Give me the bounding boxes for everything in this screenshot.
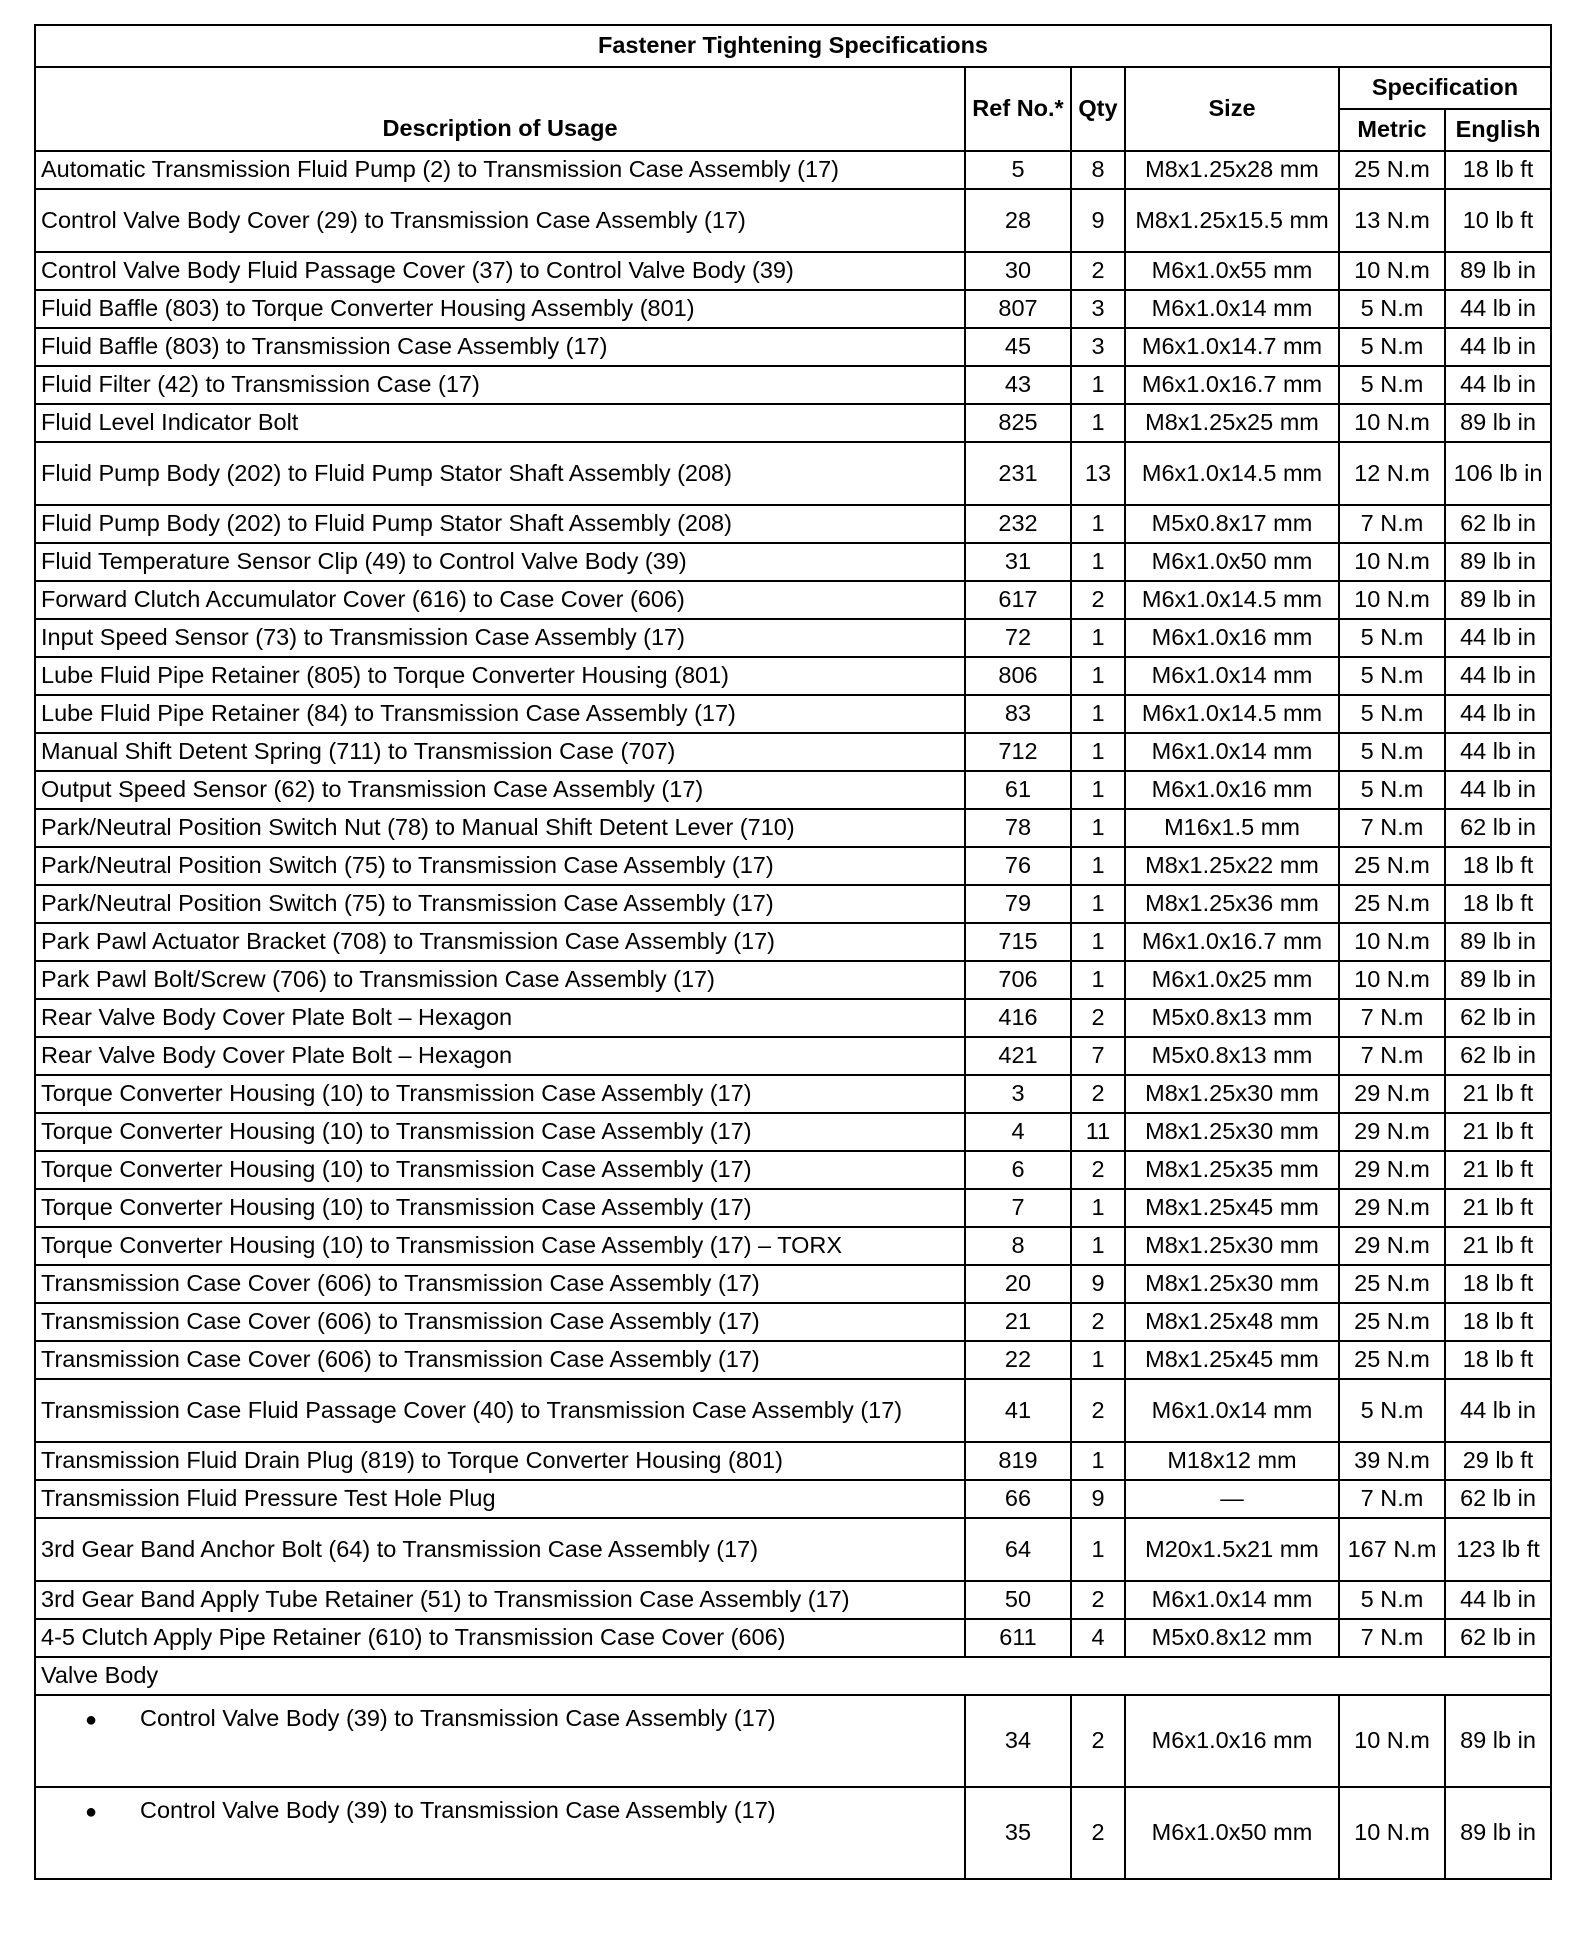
cell-qty: 2 [1071,252,1125,290]
cell-qty: 1 [1071,771,1125,809]
cell-english: 62 lb in [1445,1480,1551,1518]
cell-ref-no: 232 [965,505,1071,543]
table-row-bulleted [35,1695,1551,1787]
cell-ref-no: 83 [965,695,1071,733]
cell-description: Transmission Case Fluid Passage Cover (40) to Transmission Case Assembly (17) [35,1379,965,1442]
cell-size: M6x1.0x14 mm [1125,657,1339,695]
cell-english: 44 lb in [1445,619,1551,657]
cell-english: 89 lb in [1445,1695,1551,1787]
cell-description: Rear Valve Body Cover Plate Bolt – Hexagon [35,999,965,1037]
cell-qty: 2 [1071,1695,1125,1787]
cell-metric: 7 N.m [1339,505,1445,543]
cell-description: Control Valve Body Fluid Passage Cover (37) to Control Valve Body (39) [35,252,965,290]
cell-ref-no: 20 [965,1265,1071,1303]
cell-english: 62 lb in [1445,505,1551,543]
cell-size: M8x1.25x36 mm [1125,885,1339,923]
table-row [35,1619,1551,1657]
cell-english: 62 lb in [1445,1037,1551,1075]
bullet-description: Control Valve Body (39) to Transmission Case Assembly (17) [140,1797,776,1823]
cell-description: 3rd Gear Band Apply Tube Retainer (51) to Transmission Case Assembly (17) [35,1581,965,1619]
cell-ref-no: 715 [965,923,1071,961]
cell-description: Torque Converter Housing (10) to Transmission Case Assembly (17) [35,1075,965,1113]
cell-english: 44 lb in [1445,695,1551,733]
table-row [35,1151,1551,1189]
cell-size: M8x1.25x15.5 mm [1125,189,1339,252]
cell-size: M5x0.8x13 mm [1125,999,1339,1037]
table-row [35,189,1551,252]
cell-english: 44 lb in [1445,1581,1551,1619]
table-row [35,733,1551,771]
cell-ref-no: 421 [965,1037,1071,1075]
cell-ref-no: 41 [965,1379,1071,1442]
cell-size: M6x1.0x16 mm [1125,1695,1339,1787]
cell-metric: 5 N.m [1339,328,1445,366]
cell-ref-no: 806 [965,657,1071,695]
cell-description: Rear Valve Body Cover Plate Bolt – Hexagon [35,1037,965,1075]
cell-size: M6x1.0x16.7 mm [1125,923,1339,961]
cell-qty: 2 [1071,1151,1125,1189]
cell-english: 89 lb in [1445,252,1551,290]
cell-description: Fluid Level Indicator Bolt [35,404,965,442]
cell-metric: 5 N.m [1339,1379,1445,1442]
cell-size: M6x1.0x55 mm [1125,252,1339,290]
cell-english: 18 lb ft [1445,151,1551,189]
cell-english: 18 lb ft [1445,885,1551,923]
cell-description: Park/Neutral Position Switch (75) to Transmission Case Assembly (17) [35,885,965,923]
cell-metric: 39 N.m [1339,1442,1445,1480]
cell-english: 44 lb in [1445,1379,1551,1442]
cell-english: 44 lb in [1445,657,1551,695]
cell-english: 21 lb ft [1445,1189,1551,1227]
cell-metric: 29 N.m [1339,1075,1445,1113]
cell-description: Park Pawl Actuator Bracket (708) to Transmission Case Assembly (17) [35,923,965,961]
bullet-icon: ● [85,1801,98,1823]
cell-english: 62 lb in [1445,809,1551,847]
cell-english: 106 lb in [1445,442,1551,505]
cell-qty: 4 [1071,1619,1125,1657]
cell-qty: 1 [1071,543,1125,581]
cell-metric: 7 N.m [1339,1480,1445,1518]
cell-size: M8x1.25x28 mm [1125,151,1339,189]
cell-description: Transmission Fluid Drain Plug (819) to Torque Converter Housing (801) [35,1442,965,1480]
cell-metric: 5 N.m [1339,733,1445,771]
table-row [35,1303,1551,1341]
table-row [35,885,1551,923]
cell-qty: 1 [1071,923,1125,961]
cell-ref-no: 4 [965,1113,1071,1151]
cell-ref-no: 78 [965,809,1071,847]
cell-ref-no: 819 [965,1442,1071,1480]
table-row [35,366,1551,404]
cell-qty: 1 [1071,1341,1125,1379]
cell-metric: 5 N.m [1339,1581,1445,1619]
cell-size: M8x1.25x30 mm [1125,1265,1339,1303]
cell-metric: 29 N.m [1339,1227,1445,1265]
cell-size: M6x1.0x14.7 mm [1125,328,1339,366]
cell-ref-no: 50 [965,1581,1071,1619]
cell-size: M6x1.0x50 mm [1125,543,1339,581]
cell-size: M8x1.25x30 mm [1125,1113,1339,1151]
table-row [35,442,1551,505]
table-row [35,1518,1551,1581]
cell-description: Transmission Case Cover (606) to Transmission Case Assembly (17) [35,1303,965,1341]
cell-ref-no: 5 [965,151,1071,189]
cell-metric: 10 N.m [1339,543,1445,581]
cell-size: M5x0.8x17 mm [1125,505,1339,543]
cell-description: 4-5 Clutch Apply Pipe Retainer (610) to Transmission Case Cover (606) [35,1619,965,1657]
cell-size: M6x1.0x50 mm [1125,1787,1339,1879]
table-row [35,404,1551,442]
cell-ref-no: 45 [965,328,1071,366]
cell-metric: 5 N.m [1339,366,1445,404]
cell-qty: 2 [1071,999,1125,1037]
cell-description: Torque Converter Housing (10) to Transmission Case Assembly (17) [35,1113,965,1151]
table-title: Fastener Tightening Specifications [35,25,1551,67]
bullet-icon: ● [85,1709,98,1731]
cell-ref-no: 79 [965,885,1071,923]
table-row [35,1113,1551,1151]
cell-size: M6x1.0x16 mm [1125,771,1339,809]
table-row [35,1442,1551,1480]
fastener-spec-table [34,24,1552,1880]
cell-qty: 2 [1071,1581,1125,1619]
cell-ref-no: 6 [965,1151,1071,1189]
cell-english: 21 lb ft [1445,1151,1551,1189]
cell-qty: 1 [1071,1227,1125,1265]
cell-ref-no: 22 [965,1341,1071,1379]
cell-english: 89 lb in [1445,581,1551,619]
cell-size: M6x1.0x14.5 mm [1125,442,1339,505]
cell-size: M6x1.0x14.5 mm [1125,695,1339,733]
cell-qty: 2 [1071,1787,1125,1879]
cell-ref-no: 611 [965,1619,1071,1657]
cell-description: Transmission Fluid Pressure Test Hole Plug [35,1480,965,1518]
cell-qty: 9 [1071,1265,1125,1303]
cell-size: M6x1.0x14 mm [1125,733,1339,771]
cell-description: Park Pawl Bolt/Screw (706) to Transmission Case Assembly (17) [35,961,965,999]
cell-size: — [1125,1480,1339,1518]
cell-ref-no: 7 [965,1189,1071,1227]
table-row [35,961,1551,999]
cell-qty: 3 [1071,328,1125,366]
cell-ref-no: 61 [965,771,1071,809]
cell-description: Transmission Case Cover (606) to Transmission Case Assembly (17) [35,1265,965,1303]
cell-english: 89 lb in [1445,1787,1551,1879]
cell-english: 44 lb in [1445,366,1551,404]
cell-english: 62 lb in [1445,999,1551,1037]
cell-size: M8x1.25x25 mm [1125,404,1339,442]
cell-english: 18 lb ft [1445,1341,1551,1379]
cell-qty: 7 [1071,1037,1125,1075]
table-row [35,923,1551,961]
cell-qty: 1 [1071,1189,1125,1227]
cell-metric: 5 N.m [1339,290,1445,328]
cell-ref-no: 34 [965,1695,1071,1787]
cell-metric: 7 N.m [1339,809,1445,847]
section-title: Valve Body [35,1657,1551,1695]
header-description: Description of Usage [35,67,965,151]
cell-ref-no: 31 [965,543,1071,581]
cell-ref-no: 66 [965,1480,1071,1518]
cell-description: 3rd Gear Band Anchor Bolt (64) to Transmission Case Assembly (17) [35,1518,965,1581]
header-ref-no: Ref No.* [965,67,1071,151]
table-row [35,328,1551,366]
cell-metric: 29 N.m [1339,1113,1445,1151]
cell-size: M6x1.0x25 mm [1125,961,1339,999]
cell-description: Fluid Pump Body (202) to Fluid Pump Stator Shaft Assembly (208) [35,442,965,505]
cell-metric: 25 N.m [1339,151,1445,189]
cell-metric: 25 N.m [1339,1341,1445,1379]
cell-size: M16x1.5 mm [1125,809,1339,847]
cell-metric: 10 N.m [1339,252,1445,290]
cell-metric: 25 N.m [1339,1303,1445,1341]
cell-metric: 10 N.m [1339,581,1445,619]
table-row [35,1379,1551,1442]
table-row [35,1189,1551,1227]
cell-ref-no: 76 [965,847,1071,885]
cell-english: 21 lb ft [1445,1227,1551,1265]
table-row [35,1581,1551,1619]
cell-english: 21 lb ft [1445,1075,1551,1113]
cell-metric: 29 N.m [1339,1189,1445,1227]
cell-ref-no: 3 [965,1075,1071,1113]
cell-english: 10 lb ft [1445,189,1551,252]
cell-english: 62 lb in [1445,1619,1551,1657]
cell-english: 89 lb in [1445,961,1551,999]
cell-metric: 7 N.m [1339,1619,1445,1657]
cell-metric: 7 N.m [1339,999,1445,1037]
table-row [35,1075,1551,1113]
cell-qty: 1 [1071,809,1125,847]
table-row [35,1037,1551,1075]
cell-metric: 10 N.m [1339,923,1445,961]
header-specification: Specification [1339,67,1551,109]
cell-ref-no: 35 [965,1787,1071,1879]
spec-table-body [35,151,1551,1879]
cell-english: 18 lb ft [1445,1303,1551,1341]
cell-metric: 10 N.m [1339,1695,1445,1787]
cell-metric: 5 N.m [1339,619,1445,657]
cell-description: Transmission Case Cover (606) to Transmission Case Assembly (17) [35,1341,965,1379]
spec-table-container [34,24,1550,1880]
cell-size: M6x1.0x14 mm [1125,1379,1339,1442]
cell-qty: 2 [1071,1379,1125,1442]
cell-ref-no: 8 [965,1227,1071,1265]
cell-size: M8x1.25x30 mm [1125,1227,1339,1265]
cell-qty: 1 [1071,505,1125,543]
cell-ref-no: 30 [965,252,1071,290]
cell-metric: 25 N.m [1339,1265,1445,1303]
cell-metric: 167 N.m [1339,1518,1445,1581]
cell-description: Fluid Temperature Sensor Clip (49) to Control Valve Body (39) [35,543,965,581]
cell-size: M5x0.8x12 mm [1125,1619,1339,1657]
cell-english: 89 lb in [1445,923,1551,961]
cell-ref-no: 825 [965,404,1071,442]
cell-qty: 3 [1071,290,1125,328]
cell-description: Fluid Filter (42) to Transmission Case (17) [35,366,965,404]
header-metric: Metric [1339,109,1445,151]
cell-size: M18x12 mm [1125,1442,1339,1480]
table-row [35,657,1551,695]
cell-description: Fluid Baffle (803) to Torque Converter Housing Assembly (801) [35,290,965,328]
table-row [35,1227,1551,1265]
cell-metric: 7 N.m [1339,1037,1445,1075]
cell-metric: 10 N.m [1339,404,1445,442]
cell-english: 44 lb in [1445,290,1551,328]
cell-metric: 5 N.m [1339,771,1445,809]
table-row-bulleted [35,1787,1551,1879]
cell-size: M8x1.25x35 mm [1125,1151,1339,1189]
header-english: English [1445,109,1551,151]
bullet-description: Control Valve Body (39) to Transmission Case Assembly (17) [140,1705,776,1731]
cell-qty: 2 [1071,1303,1125,1341]
cell-qty: 1 [1071,695,1125,733]
cell-qty: 1 [1071,1518,1125,1581]
cell-qty: 1 [1071,961,1125,999]
table-row [35,1341,1551,1379]
cell-description: Lube Fluid Pipe Retainer (84) to Transmission Case Assembly (17) [35,695,965,733]
cell-qty: 1 [1071,1442,1125,1480]
cell-description: Control Valve Body Cover (29) to Transmission Case Assembly (17) [35,189,965,252]
cell-description [35,1787,965,1879]
cell-size: M8x1.25x45 mm [1125,1341,1339,1379]
cell-ref-no: 617 [965,581,1071,619]
table-row [35,290,1551,328]
cell-qty: 11 [1071,1113,1125,1151]
cell-qty: 9 [1071,1480,1125,1518]
cell-description: Automatic Transmission Fluid Pump (2) to Transmission Case Assembly (17) [35,151,965,189]
cell-english: 21 lb ft [1445,1113,1551,1151]
table-row [35,543,1551,581]
cell-metric: 10 N.m [1339,1787,1445,1879]
cell-qty: 8 [1071,151,1125,189]
table-row [35,505,1551,543]
cell-metric: 13 N.m [1339,189,1445,252]
cell-qty: 1 [1071,404,1125,442]
cell-metric: 5 N.m [1339,695,1445,733]
cell-ref-no: 712 [965,733,1071,771]
cell-description: Torque Converter Housing (10) to Transmission Case Assembly (17) [35,1189,965,1227]
table-row [35,619,1551,657]
cell-description: Park/Neutral Position Switch (75) to Transmission Case Assembly (17) [35,847,965,885]
cell-english: 44 lb in [1445,733,1551,771]
cell-size: M8x1.25x22 mm [1125,847,1339,885]
cell-ref-no: 28 [965,189,1071,252]
cell-ref-no: 21 [965,1303,1071,1341]
table-row [35,771,1551,809]
cell-english: 18 lb ft [1445,1265,1551,1303]
header-qty: Qty [1071,67,1125,151]
cell-description: Input Speed Sensor (73) to Transmission Case Assembly (17) [35,619,965,657]
cell-ref-no: 72 [965,619,1071,657]
cell-size: M6x1.0x16.7 mm [1125,366,1339,404]
cell-size: M6x1.0x14 mm [1125,290,1339,328]
table-row [35,1265,1551,1303]
cell-size: M6x1.0x14.5 mm [1125,581,1339,619]
table-row [35,1480,1551,1518]
cell-qty: 9 [1071,189,1125,252]
cell-metric: 5 N.m [1339,657,1445,695]
cell-english: 29 lb ft [1445,1442,1551,1480]
cell-ref-no: 807 [965,290,1071,328]
cell-size: M6x1.0x14 mm [1125,1581,1339,1619]
table-row [35,581,1551,619]
cell-ref-no: 231 [965,442,1071,505]
table-row [35,809,1551,847]
cell-qty: 13 [1071,442,1125,505]
cell-ref-no: 64 [965,1518,1071,1581]
cell-description: Forward Clutch Accumulator Cover (616) to Case Cover (606) [35,581,965,619]
cell-size: M8x1.25x48 mm [1125,1303,1339,1341]
cell-metric: 25 N.m [1339,885,1445,923]
cell-english: 44 lb in [1445,328,1551,366]
table-row [35,252,1551,290]
cell-qty: 1 [1071,733,1125,771]
table-row [35,999,1551,1037]
cell-qty: 1 [1071,885,1125,923]
cell-english: 123 lb ft [1445,1518,1551,1581]
header-size: Size [1125,67,1339,151]
cell-description: Output Speed Sensor (62) to Transmission Case Assembly (17) [35,771,965,809]
cell-metric: 10 N.m [1339,961,1445,999]
cell-description: Fluid Baffle (803) to Transmission Case Assembly (17) [35,328,965,366]
cell-english: 18 lb ft [1445,847,1551,885]
cell-metric: 29 N.m [1339,1151,1445,1189]
cell-metric: 25 N.m [1339,847,1445,885]
cell-qty: 1 [1071,657,1125,695]
section-row [35,1657,1551,1695]
cell-size: M8x1.25x30 mm [1125,1075,1339,1113]
cell-ref-no: 416 [965,999,1071,1037]
cell-description: Manual Shift Detent Spring (711) to Transmission Case (707) [35,733,965,771]
cell-ref-no: 43 [965,366,1071,404]
cell-english: 89 lb in [1445,543,1551,581]
cell-qty: 1 [1071,619,1125,657]
cell-size: M8x1.25x45 mm [1125,1189,1339,1227]
cell-description: Torque Converter Housing (10) to Transmission Case Assembly (17) [35,1151,965,1189]
cell-english: 89 lb in [1445,404,1551,442]
cell-ref-no: 706 [965,961,1071,999]
table-row [35,151,1551,189]
cell-size: M6x1.0x16 mm [1125,619,1339,657]
cell-description [35,1695,965,1787]
cell-qty: 2 [1071,581,1125,619]
cell-qty: 1 [1071,366,1125,404]
cell-description: Park/Neutral Position Switch Nut (78) to Manual Shift Detent Lever (710) [35,809,965,847]
cell-size: M5x0.8x13 mm [1125,1037,1339,1075]
table-row [35,847,1551,885]
cell-size: M20x1.5x21 mm [1125,1518,1339,1581]
cell-english: 44 lb in [1445,771,1551,809]
cell-qty: 2 [1071,1075,1125,1113]
cell-qty: 1 [1071,847,1125,885]
cell-metric: 12 N.m [1339,442,1445,505]
table-row [35,695,1551,733]
cell-description: Torque Converter Housing (10) to Transmission Case Assembly (17) – TORX [35,1227,965,1265]
cell-description: Lube Fluid Pipe Retainer (805) to Torque Converter Housing (801) [35,657,965,695]
cell-description: Fluid Pump Body (202) to Fluid Pump Stator Shaft Assembly (208) [35,505,965,543]
